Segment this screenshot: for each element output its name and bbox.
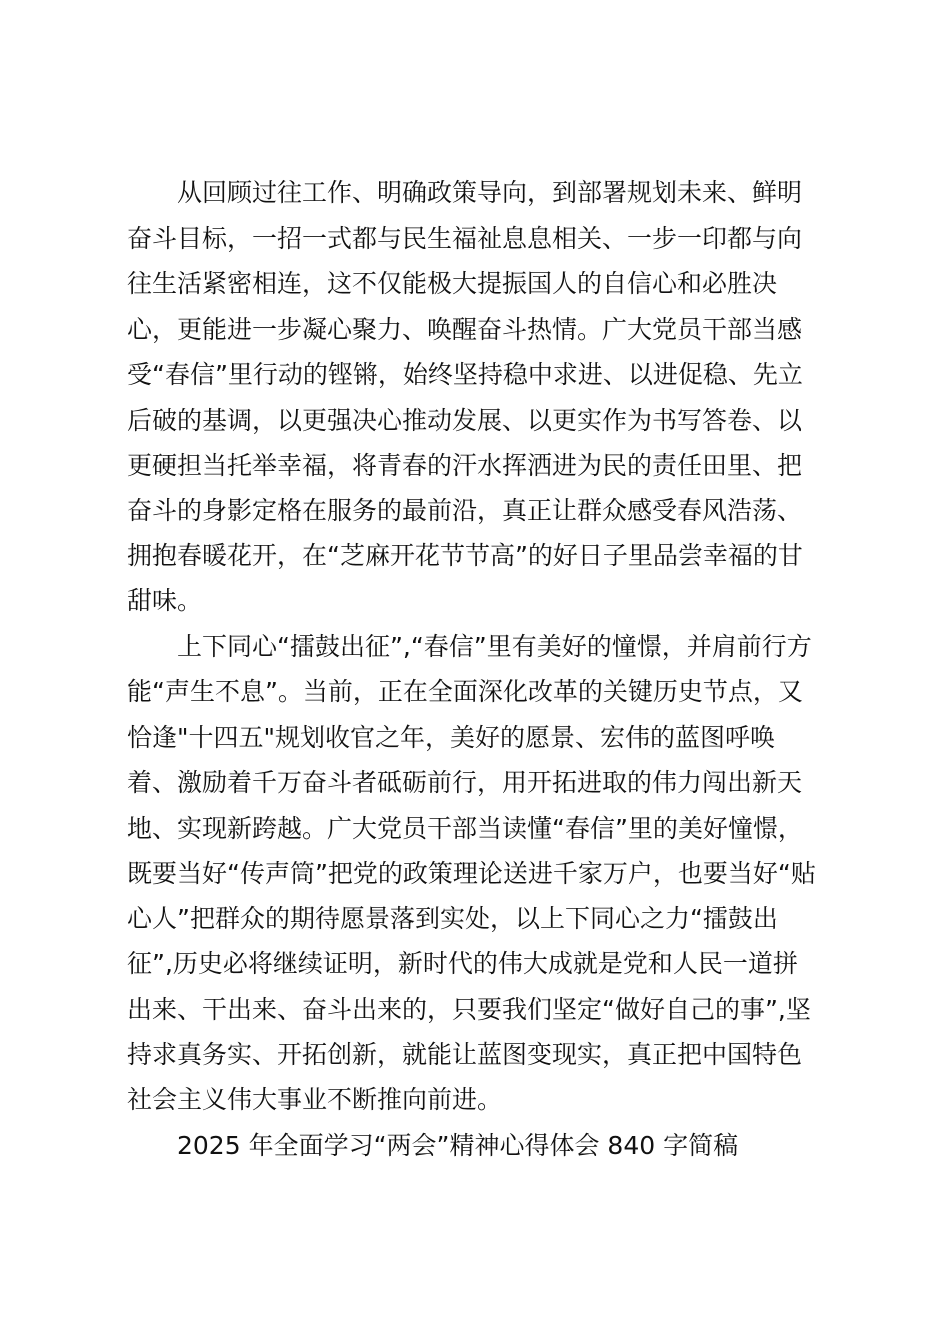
- paragraph-2-line-5: 地、实现新跨越。广大党员干部当读懂“春信”里的美好憧憬，: [127, 814, 803, 843]
- paragraph-1-line-6: 后破的基调，以更强决心推动发展、以更实作为书写答卷、以: [127, 406, 803, 435]
- paragraph-2-line-7: 心人”把群众的期待愿景落到实处，以上下同心之力“擂鼓出: [127, 904, 778, 933]
- paragraph-1-line-7: 更硬担当托举幸福，将青春的汗水挥洒进为民的责任田里、把: [127, 451, 803, 480]
- paragraph-1-line-5: 受“春信”里行动的铿锵，始终坚持稳中求进、以进促稳、先立: [127, 360, 803, 389]
- paragraph-1-line-10: 甜味。: [127, 586, 203, 615]
- paragraph-1-line-9: 拥抱春暖花开，在“芝麻开花节节高”的好日子里品尝幸福的甘: [127, 541, 803, 570]
- paragraph-2-line-8: 征”,历史必将继续证明，新时代的伟大成就是党和人民一道拼: [127, 949, 798, 978]
- paragraph-1-line-8: 奋斗的身影定格在服务的最前沿，真正让群众感受春风浩荡、: [127, 496, 803, 525]
- paragraph-1-line-4: 心，更能进一步凝心聚力、唤醒奋斗热情。广大党员干部当感: [127, 315, 803, 344]
- paragraph-2-line-2: 能“声生不息”。当前，正在全面深化改革的关键历史节点，又: [127, 677, 803, 706]
- paragraph-1-line-3: 往生活紧密相连，这不仅能极大提振国人的自信心和必胜决: [127, 269, 778, 298]
- paragraph-2-line-11: 社会主义伟大事业不断推向前进。: [127, 1085, 503, 1114]
- paragraph-2-line-6: 既要当好“传声筒”把党的政策理论送进千家万户，也要当好“贴: [127, 859, 816, 888]
- paragraph-2-line-10: 持求真务实、开拓创新，就能让蓝图变现实，真正把中国特色: [127, 1040, 803, 1069]
- paragraph-2-line-3: 恰逢"十四五"规划收官之年，美好的愿景、宏伟的蓝图呼唤: [127, 723, 776, 752]
- paragraph-2-line-1: 上下同心“擂鼓出征”,“春信”里有美好的憧憬，并肩前行方: [177, 632, 812, 661]
- section-heading: 2025 年全面学习“两会”精神心得体会 840 字简稿: [177, 1131, 739, 1160]
- paragraph-1-line-2: 奋斗目标，一招一式都与民生福祉息息相关、一步一印都与向: [127, 224, 803, 253]
- paragraph-2-line-9: 出来、干出来、奋斗出来的，只要我们坚定“做好自己的事”,坚: [127, 995, 811, 1024]
- paragraph-1-line-1: 从回顾过往工作、明确政策导向，到部署规划未来、鲜明: [177, 178, 803, 207]
- paragraph-2-line-4: 着、激励着千万奋斗者砥砺前行，用开拓进取的伟力闯出新天: [127, 768, 803, 797]
